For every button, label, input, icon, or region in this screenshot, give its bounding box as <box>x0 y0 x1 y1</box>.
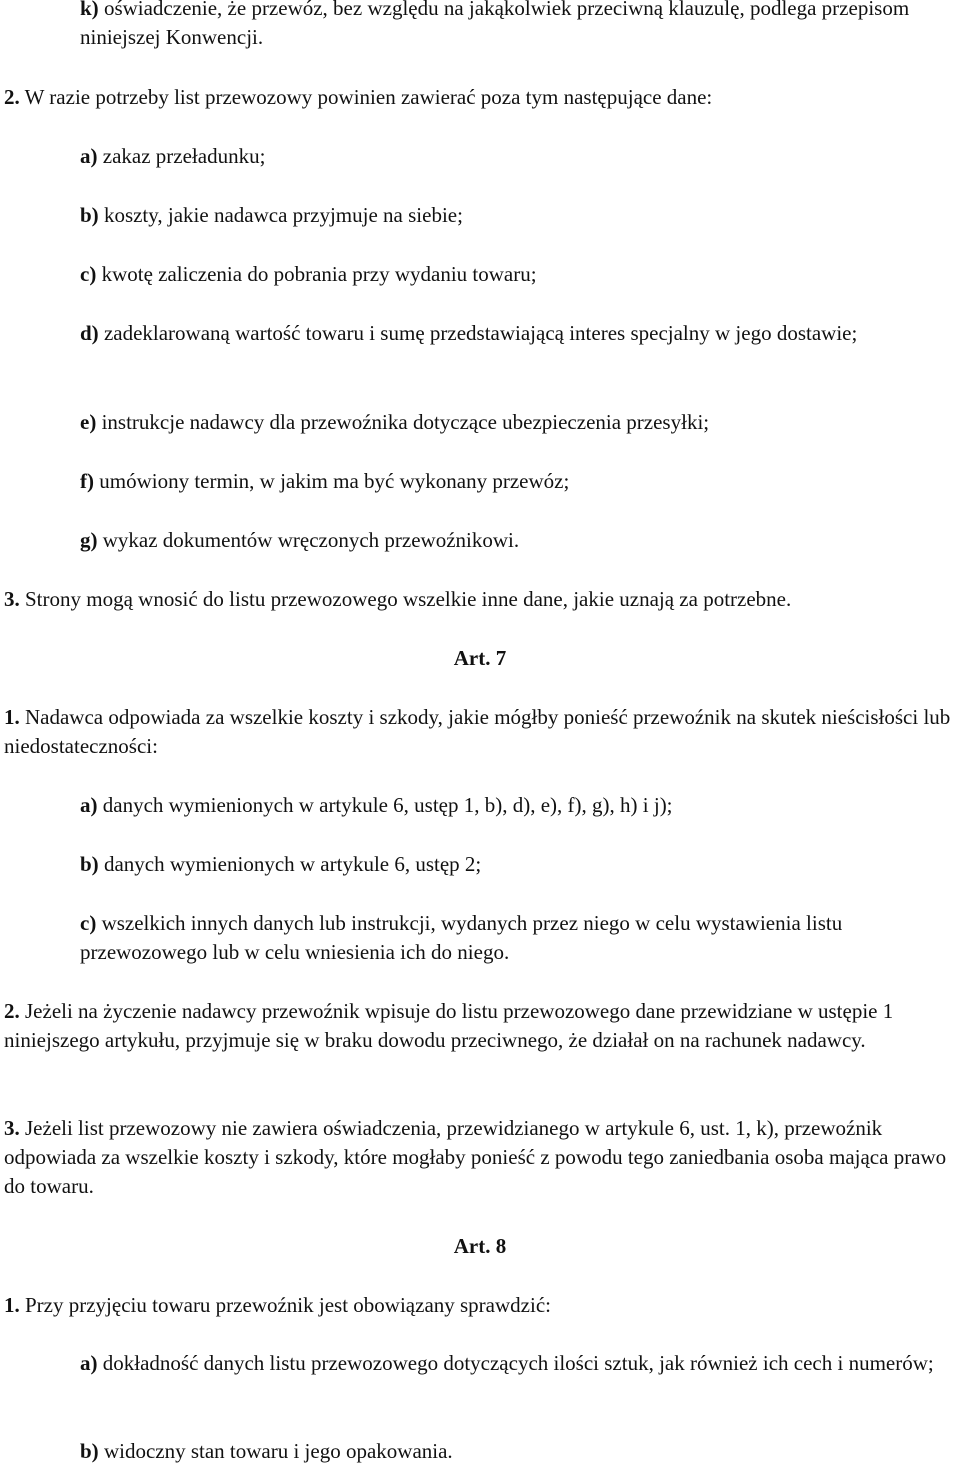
paragraph-text: Jeżeli na życzenie nadawcy przewoźnik wpisuje do listu przewozowego dane przewidziane w ustępie 1 niniejszego artykułu, przyjmuje się w braku dowodu przeciwnego, że działał on na rachunek nadawcy. <box>4 999 894 1052</box>
paragraph-number: 3. <box>4 587 20 611</box>
item-marker: b) <box>80 1439 99 1463</box>
item-text: zakaz przeładunku; <box>97 144 266 168</box>
paragraph-text: Przy przyjęciu towaru przewoźnik jest obowiązany sprawdzić: <box>19 1293 551 1317</box>
item-text: wszelkich innych danych lub instrukcji, wydanych przez niego w celu wystawienia listu przewozowego lub w celu wniesienia ich do niego. <box>80 911 843 964</box>
item-marker: k) <box>80 0 99 20</box>
item-marker: c) <box>80 262 97 286</box>
paragraph-text: Jeżeli list przewozowy nie zawiera oświadczenia, przewidzianego w artykule 6, ust. 1, k), przewoźnik odpowiada za wszelkie koszty i szkody, które mogłaby ponieść z powodu tego zaniedbania osoba mająca prawo do towaru. <box>4 1116 947 1198</box>
item-f <box>80 467 955 496</box>
item-marker: a) <box>80 1351 98 1375</box>
art7-item-b <box>80 850 955 879</box>
item-marker: g) <box>80 528 98 552</box>
item-text: widoczny stan towaru i jego opakowania. <box>98 1439 453 1463</box>
item-marker: d) <box>80 321 99 345</box>
item-text: oświadczenie, że przewóz, bez względu na jakąkolwiek przeciwną klauzulę, podlega przepisom niniejszej Konwencji. <box>80 0 910 49</box>
article-heading <box>0 644 960 673</box>
item-text: danych wymienionych w artykule 6, ustęp 2; <box>98 852 482 876</box>
paragraph-text: W razie potrzeby list przewozowy powinien zawierać poza tym następujące dane: <box>19 85 713 109</box>
art7-paragraph-2 <box>4 997 954 1055</box>
item-marker: b) <box>80 203 99 227</box>
item-marker: b) <box>80 852 99 876</box>
item-marker: a) <box>80 144 98 168</box>
art8-item-b <box>80 1437 955 1466</box>
art8-item-a <box>80 1349 955 1378</box>
paragraph-number: 3. <box>4 1116 20 1140</box>
article-7-title: Art. 7 <box>453 646 507 670</box>
item-b <box>80 201 955 230</box>
paragraph-number: 1. <box>4 705 20 729</box>
art7-item-c <box>80 909 955 967</box>
item-c <box>80 260 955 289</box>
art7-paragraph-1 <box>4 703 954 761</box>
item-marker: f) <box>80 469 94 493</box>
paragraph-3 <box>4 585 954 614</box>
item-e <box>80 408 955 437</box>
paragraph-number: 1. <box>4 1293 20 1317</box>
item-text: umówiony termin, w jakim ma być wykonany przewóz; <box>94 469 570 493</box>
item-text: instrukcje nadawcy dla przewoźnika dotyczące ubezpieczenia przesyłki; <box>96 410 710 434</box>
item-d <box>80 319 955 348</box>
item-g <box>80 526 955 555</box>
item-text: wykaz dokumentów wręczonych przewoźnikowi. <box>97 528 520 552</box>
art7-item-a <box>80 791 955 820</box>
item-marker: c) <box>80 911 97 935</box>
paragraph-number: 2. <box>4 999 20 1023</box>
paragraph-number: 2. <box>4 85 20 109</box>
item-text: zadeklarowaną wartość towaru i sumę przedstawiającą interes specjalny w jego dostawie; <box>98 321 858 345</box>
item-text: danych wymienionych w artykule 6, ustęp 1, b), d), e), f), g), h) i j); <box>97 793 673 817</box>
item-text: dokładność danych listu przewozowego dotyczących ilości sztuk, jak również ich cech i numerów; <box>97 1351 934 1375</box>
article-heading <box>0 1232 960 1261</box>
paragraph-2 <box>4 83 954 112</box>
item-text: koszty, jakie nadawca przyjmuje na siebie; <box>98 203 463 227</box>
paragraph-text: Strony mogą wnosić do listu przewozowego wszelkie inne dane, jakie uznają za potrzebne. <box>19 587 792 611</box>
item-marker: e) <box>80 410 97 434</box>
paragraph-text: Nadawca odpowiada za wszelkie koszty i szkody, jakie mógłby ponieść przewoźnik na skutek nieścisłości lub niedostateczności: <box>4 705 951 758</box>
item-a <box>80 142 955 171</box>
article-8-title: Art. 8 <box>453 1234 507 1258</box>
item-text: kwotę zaliczenia do pobrania przy wydaniu towaru; <box>96 262 537 286</box>
art7-paragraph-3 <box>4 1114 954 1201</box>
item-marker: a) <box>80 793 98 817</box>
art8-paragraph-1 <box>4 1291 954 1320</box>
item-k <box>80 0 955 52</box>
